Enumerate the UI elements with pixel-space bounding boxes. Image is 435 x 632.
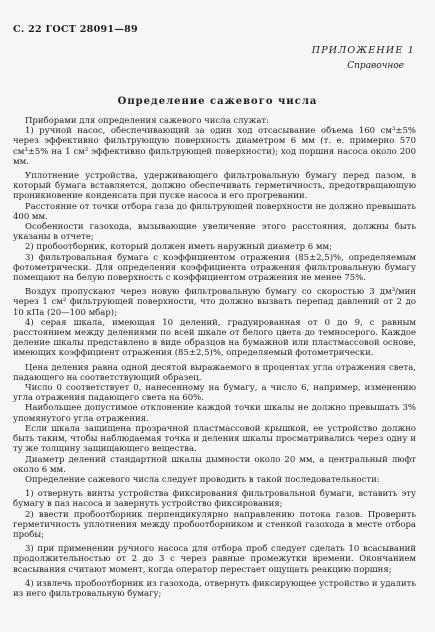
paragraph: 1) ручной насос, обеспечивающий за один ход отсасывание объема 160 см³±5% через эффективно фильтрующую поверхность диаметром 6 мм (т. е. примерно 570 см³±5% на 1 см² эффективно фильтрующей поверхности); ход поршня насоса около 200 мм.	[13, 126, 416, 167]
appendix-subtitle: Справочное	[347, 61, 404, 71]
paragraph: Диаметр делений стандартной шкалы дымности около 20 мм, а центральный люфт около 6 мм.	[13, 454, 416, 475]
paragraph: 4) серая шкала, имеющая 10 делений, градуированная от 0 до 9, с равным расстоянием между делениями по всей шкале от белого цвета до темносерого. Каждое деление шкалы представлено в виде образцов на бумажной или пластмассовой основе, имеющих коэффициент отражения (85±2,5)%, определяемый фотометрически.	[13, 317, 416, 359]
paragraph: 4) извлечь пробоотборник из газохода, отвернуть фиксирующее устройство и удалить из него фильтровальную бумагу;	[13, 578, 416, 599]
paragraph: Если шкала защищена прозрачной пластмассовой крышкой, ее устройство должно быть таким, чтобы наблюдаемая точка и деления шкалы просматривались через одну и ту же толщину защищающего вещества.	[13, 423, 416, 455]
paragraph: 2) ввести пробоотборник перпендикулярно направлению потока газов. Проверить герметичность уплотнения между пробоотборником и стенкой газохода в месте отбора пробы;	[13, 509, 416, 540]
section-title: Определение сажевого числа	[117, 96, 318, 107]
paragraph: Воздух пропускают через новую фильтровальную бумагу со скоростью 3 дм³/мин через 1 см² фильтрующей поверхности, что должно вызвать перепад давлений от 2 до 10 кПа (20—100 мбар);	[13, 287, 416, 318]
paragraph: 2) пробоотборник, который должен иметь наружный диаметр 6 мм;	[25, 242, 333, 253]
paragraph: Наибольшее допустимое отклонение каждой точки шкалы не должно превышать 3% упомянутого угла отражения.	[13, 403, 416, 424]
paragraph: Приборами для определения сажевого числа служат:	[25, 116, 269, 126]
paragraph: 3) при применении ручного насоса для отбора проб следует сделать 10 всасываний продолжительностью от 2 до 3 с через равные промежутки времени. Окончанием всасывания считают момент, когда оператор перестает ощущать реакцию поршня;	[13, 544, 416, 575]
paragraph: Расстояние от точки отбора газа до фильтрующей поверхности не должно превышать 400 мм.	[13, 201, 416, 222]
paragraph: Определение сажевого числа следует проводить в такой последовательности:	[25, 474, 380, 485]
paragraph: Число 0 соответствует 0, нанесенному на бумагу, а число 6, например, изменению угла отражения падающего света на 60%.	[13, 383, 416, 404]
body-text	[13, 116, 416, 599]
paragraph: 3) фильтровальная бумага с коэффициентом отражения (85±2,5)%, определяемым фотометрически. Для определения коэффициента отражения фильтровальную бумагу помещают на белую поверхность с коэффициентом отражения не менее 75%.	[13, 252, 416, 284]
page-header: С. 22 ГОСТ 28091—89	[13, 24, 138, 35]
paragraph: Уплотнение устройства, удерживающего фильтровальную бумагу перед пазом, в который бумага вставляется, должно обеспечивать герметичность, предотвращающую проникновение конденсата при пуске насоса и его прогревании.	[13, 171, 416, 202]
paragraph: Особенности газохода, вызывающие увеличение этого расстояния, должны быть указаны в отчете;	[13, 222, 416, 243]
paragraph: Цена деления равна одной десятой выражаемого в процентах угла отражения света, падающего на соответствующий образец.	[13, 362, 416, 383]
appendix-title: ПРИЛОЖЕНИЕ 1	[311, 45, 415, 56]
paragraph: 1) отвернуть винты устройства фиксирования фильтровальной бумаги, вставить эту бумагу в паз насоса и завернуть устройство фиксирования;	[13, 489, 416, 510]
